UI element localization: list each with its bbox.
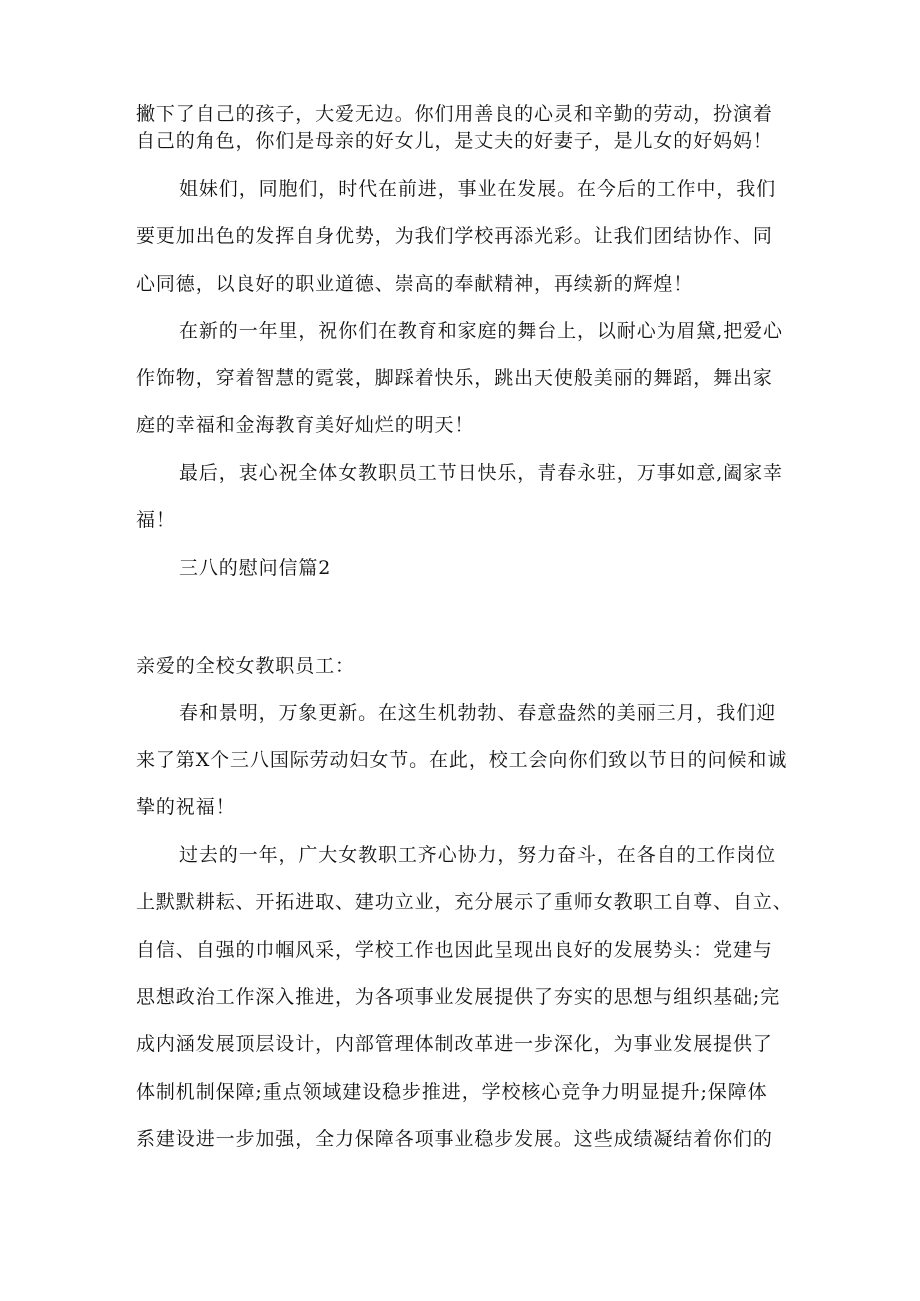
text-line-10: 福！	[136, 509, 176, 531]
text-line-2: 自己的角色，你们是母亲的好女儿，是丈夫的好妻子，是儿女的好妈妈！	[136, 130, 773, 152]
text-line-21: 体制机制保障;重点领域建设稳步推进，学校核心竞争力明显提升;保障体	[136, 1081, 768, 1103]
section-heading: 三八的慰问信篇2	[179, 557, 332, 579]
text-line-14: 来了第X个三八国际劳动妇女节。在此，校工会向你们致以节日的问候和诚	[136, 749, 788, 771]
text-line-17: 上默默耕耘、开拓进取、建功立业，充分展示了重师女教职工自尊、自立、	[136, 891, 793, 913]
text-line-7: 作饰物，穿着智慧的霓裳，脚踩着快乐，跳出天使般美丽的舞蹈，舞出家	[136, 367, 773, 389]
text-line-19: 思想政治工作深入推进，为各项事业发展提供了夯实的思想与组织基础;完	[136, 986, 781, 1008]
text-line-4: 要更加出色的发挥自身优势，为我们学校再添光彩。让我们团结协作、同	[136, 225, 773, 247]
salutation: 亲爱的全校女教职员工：	[136, 655, 355, 677]
text-line-22: 系建设进一步加强，全力保障各项事业稳步发展。这些成绩凝结着你们的	[136, 1128, 773, 1150]
text-line-6: 在新的一年里，祝你们在教育和家庭的舞台上，以耐心为眉黛,把爱心	[179, 320, 783, 342]
text-line-13: 春和景明，万象更新。在这生机勃勃、春意盎然的美丽三月，我们迎	[179, 702, 777, 724]
text-line-20: 成内涵发展顶层设计，内部管理体制改革进一步深化，为事业发展提供了	[136, 1033, 773, 1055]
text-line-8: 庭的幸福和金海教育美好灿烂的明天！	[136, 414, 475, 436]
text-line-1: 撇下了自己的孩子，大爱无边。你们用善良的心灵和辛勤的劳动，扮演着	[136, 103, 773, 125]
text-line-15: 挚的祝福！	[136, 796, 236, 818]
text-line-5: 心同德，以良好的职业道德、崇高的奉献精神，再续新的辉煌！	[136, 273, 694, 295]
text-line-3: 姐妹们，同胞们，时代在前进，事业在发展。在今后的工作中，我们	[179, 178, 777, 200]
text-line-18: 自信、自强的巾帼风采，学校工作也因此呈现出良好的发展势头：党建与	[136, 939, 773, 961]
text-line-16: 过去的一年，广大女教职工齐心协力，努力奋斗，在各自的工作岗位	[179, 844, 777, 866]
text-line-9: 最后，衷心祝全体女教职员工节日快乐，青春永驻，万事如意,阖家幸	[179, 462, 783, 484]
